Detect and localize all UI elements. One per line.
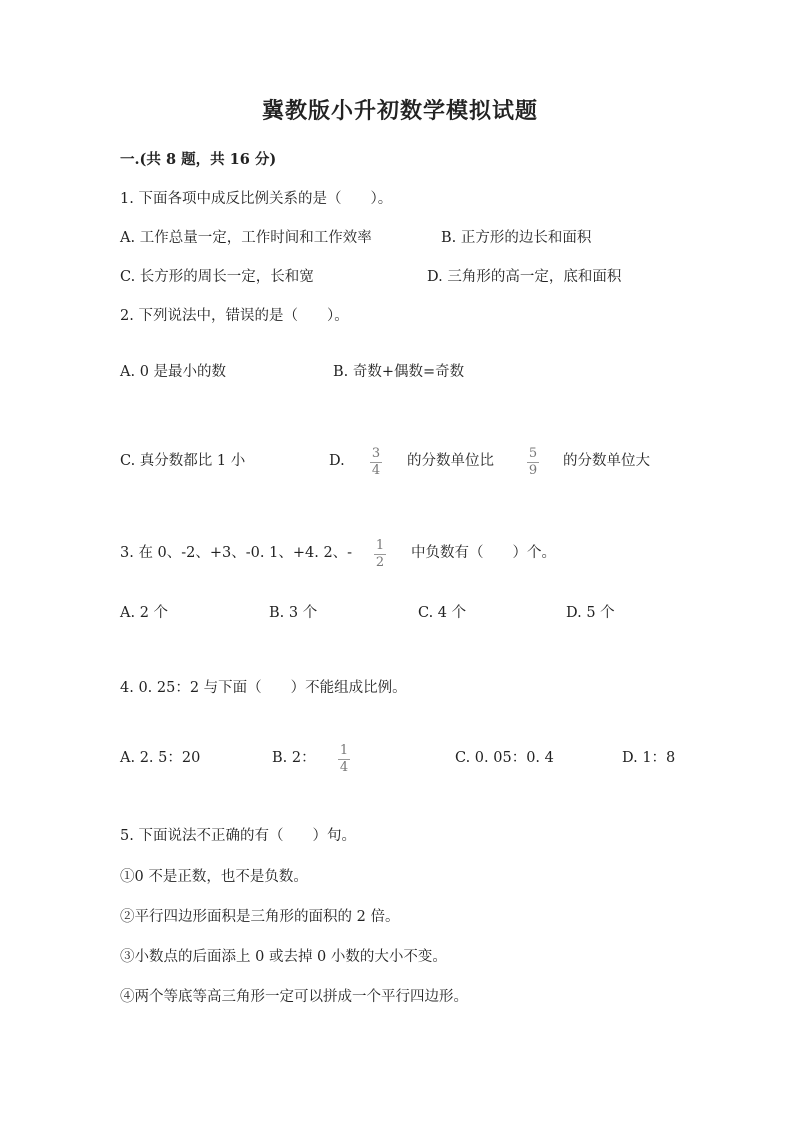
question-3-stem-prefix: 3. 在 0、-2、+3、-0. 1、+4. 2、- — [120, 545, 353, 561]
question-4-stem: 4. 0. 25：2 与下面（ ）不能组成比例。 — [120, 680, 407, 696]
question-4-option-a: A. 2. 5：20 — [120, 750, 201, 766]
fraction-denominator: 2 — [375, 555, 385, 570]
question-3-option-b: B. 3 个 — [269, 605, 318, 621]
question-2-option-c: C. 真分数都比 1 小 — [120, 453, 246, 469]
question-2-option-d-label: D. — [329, 453, 345, 469]
question-3-stem-suffix: 中负数有（ ）个。 — [411, 545, 556, 561]
question-5-item-4: ④两个等底等高三角形一定可以拼成一个平行四边形。 — [120, 989, 468, 1005]
question-3-option-c: C. 4 个 — [418, 605, 467, 621]
question-5-item-2: ②平行四边形面积是三角形的面积的 2 倍。 — [120, 909, 400, 925]
section-heading: 一.(共 8 题，共 16 分) — [120, 151, 277, 168]
question-5-stem: 5. 下面说法不正确的有（ ）句。 — [120, 828, 356, 844]
question-1-stem: 1. 下面各项中成反比例关系的是（ ）。 — [120, 191, 393, 207]
fraction-numerator: 1 — [339, 743, 349, 758]
page-title: 冀教版小升初数学模拟试题 — [261, 98, 538, 124]
question-4-option-c: C. 0. 05：0. 4 — [455, 750, 554, 766]
fraction-denominator: 9 — [528, 463, 538, 478]
question-5-item-3: ③小数点的后面添上 0 或去掉 0 小数的大小不变。 — [120, 949, 447, 965]
question-2-option-d-suffix: 的分数单位大 — [563, 453, 650, 469]
question-4-option-b-label: B. 2： — [272, 750, 316, 766]
question-5-item-1: ①0 不是正数，也不是负数。 — [120, 869, 308, 885]
question-1-option-a: A. 工作总量一定，工作时间和工作效率 — [120, 230, 372, 246]
fraction-five-ninths — [525, 447, 541, 478]
fraction-three-quarters — [368, 447, 384, 478]
fraction-numerator: 3 — [371, 446, 381, 461]
question-2-option-d-middle: 的分数单位比 — [407, 453, 494, 469]
question-3-option-a: A. 2 个 — [120, 605, 169, 621]
fraction-numerator: 5 — [528, 446, 538, 461]
question-3-option-d: D. 5 个 — [566, 605, 615, 621]
question-1-option-c: C. 长方形的周长一定，长和宽 — [120, 269, 314, 285]
fraction-one-half — [372, 539, 388, 570]
question-4-option-d: D. 1：8 — [622, 750, 676, 766]
fraction-denominator: 4 — [339, 760, 349, 775]
fraction-denominator: 4 — [371, 463, 381, 478]
question-2-option-a: A. 0 是最小的数 — [120, 364, 227, 380]
fraction-one-quarter — [336, 744, 352, 775]
question-1-option-d: D. 三角形的高一定，底和面积 — [427, 269, 622, 285]
question-1-option-b: B. 正方形的边长和面积 — [441, 230, 592, 246]
question-2-stem: 2. 下列说法中，错误的是（ ）。 — [120, 308, 349, 324]
fraction-numerator: 1 — [375, 538, 385, 553]
question-2-option-b: B. 奇数+偶数=奇数 — [333, 364, 465, 380]
